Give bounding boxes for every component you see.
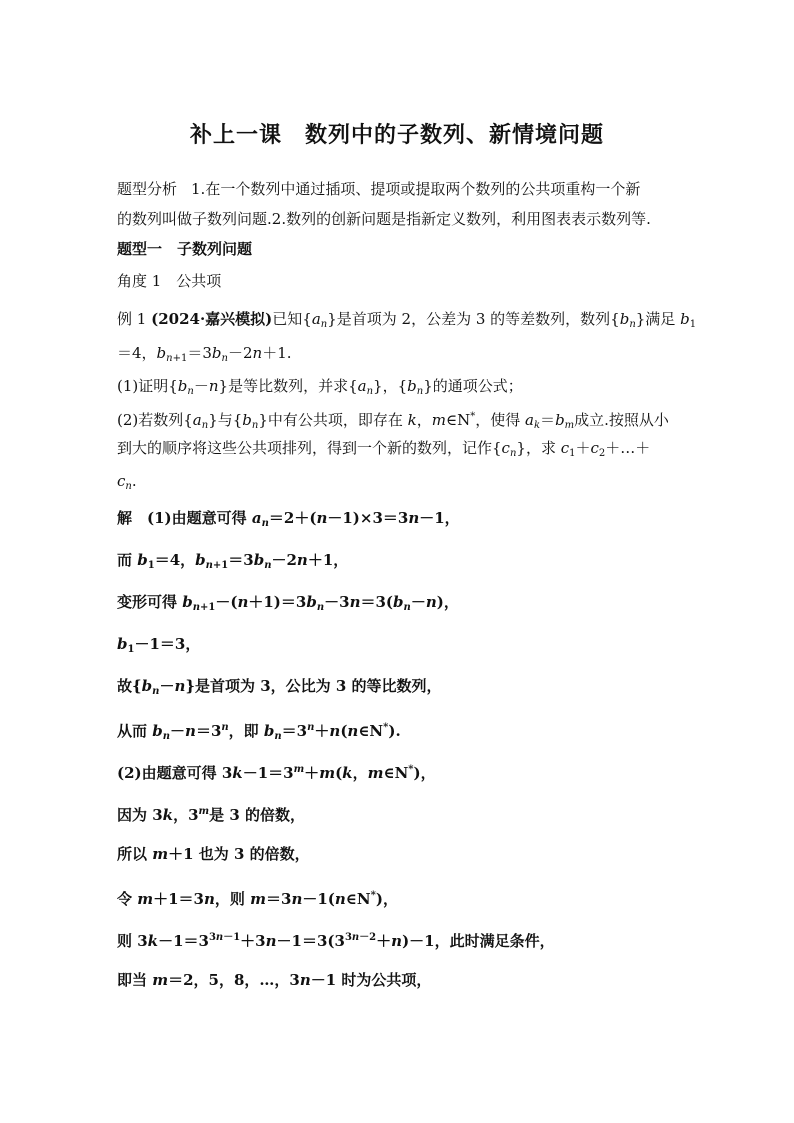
solution-line-5: 故$\{b_n-n\}$是首项为 3，公比为 3 的等比数列，: [117, 677, 442, 697]
analysis-line-1: [117, 178, 687, 200]
example-source: (2024·嘉兴模拟): [151, 310, 273, 328]
solution-line-1: 解 (1)由题意可得 $a_n=2+(n-1)\times 3=3n-1$，: [117, 509, 460, 529]
angle-heading: 角度 1 公共项: [117, 272, 222, 290]
question-1: (1)证明$\{b_n-n\}$是等比数列，并求$\{a_n\}$，$\{b_n\}$的通项公式；: [117, 377, 523, 397]
analysis-line-2: 的数列叫做子数列问题.2.数列的创新问题是指新定义数列，利用图表表示数列等.: [117, 210, 651, 228]
solution-line-4: $b_1-1=3$，: [117, 635, 201, 655]
solution-line-8: 因为 3k，3$^m$是 3 的倍数，: [117, 806, 305, 824]
solution-line-12: 即当 m＝2，5，8，…，3n－1 时为公共项，: [117, 971, 432, 989]
solution-line-9: 所以 m＋1 也为 3 的倍数，: [117, 845, 310, 863]
type-heading: 题型一 子数列问题: [117, 240, 253, 258]
question-2-line-2: 到大的顺序将这些公共项排列，得到一个新的数列，记作$\{c_n\}$，求 $c_1+c_2+\dots+$: [117, 439, 651, 459]
example-label: 例 1: [117, 310, 147, 328]
solution-line-7: (2)由题意可得 $3k-1=3^m+m(k$，m∈N*)，: [117, 764, 436, 782]
analysis-label: 题型分析: [117, 180, 178, 198]
example-line-1: 例 1 (2024·嘉兴模拟)已知$\{a_n\}$是首项为 2，公差为 3 的等差数列，数列$\{b_n\}$满足 $b_1$: [117, 310, 697, 330]
solution-label: 解: [117, 509, 133, 527]
solution-line-10: 令 m＋1＝3n，则 m＝3n－1(n∈N*)，: [117, 890, 398, 908]
solution-line-6: 从而 $b_n-n=3^n$，即 $b_n=3^n+n(n\in N^*)$.: [117, 722, 401, 742]
question-2-line-3: $c_n$.: [117, 472, 137, 492]
analysis-text-1: 1.在一个数列中通过插项、提项或提取两个数列的公共项重构一个新: [191, 180, 641, 198]
question-2-line-1: (2)若数列$\{a_n\}$与$\{b_n\}$中有公共项，即存在 k，m∈N*，使得 $a_k=b_m$成立.按照从小: [117, 411, 669, 431]
page-title: 补上一课 数列中的子数列、新情境问题: [189, 122, 604, 148]
solution-line-3: 变形可得 $b_{n+1}-(n+1)=3b_n-3n=3(b_n-n)$，: [117, 593, 459, 613]
solution-line-2: 而 $b_1=4$，$b_{n+1}=3b_n-2n+1$，: [117, 551, 349, 571]
example-line-2: ＝4，$b_{n+1}=3b_n-2n+1$.: [117, 344, 292, 364]
solution-line-11: 则 $3k-1=3^{3n-1}+3n-1=3(3^{3n-2}+n)-1$，此时满足条件，: [117, 932, 555, 950]
